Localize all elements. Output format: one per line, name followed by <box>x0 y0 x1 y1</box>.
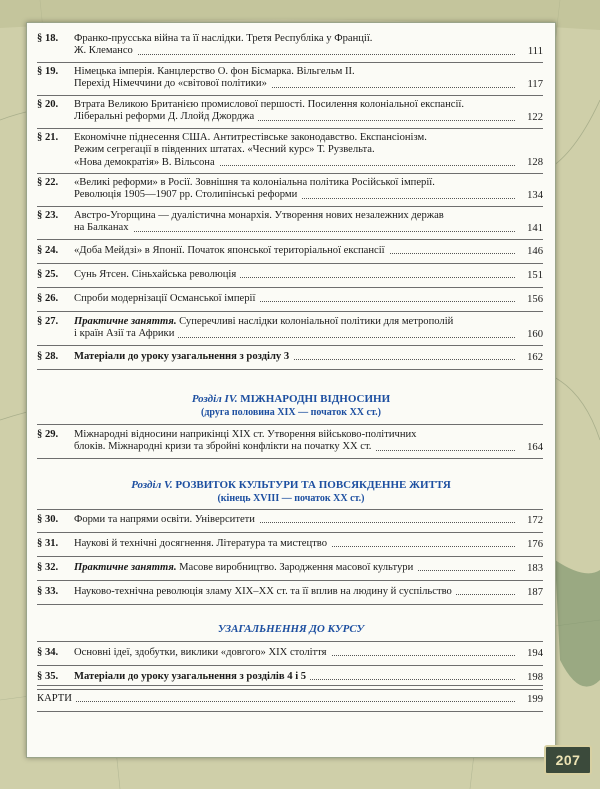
entry-title-line: Перехід Німеччини до «світової політики» <box>74 78 271 89</box>
entry-title-line: Матеріали до уроку узагальнення з розділів 4 і 5 <box>74 671 310 682</box>
section-title: МІЖНАРОДНІ ВІДНОСИНИ <box>237 393 391 405</box>
entry-divider <box>37 532 543 533</box>
entry-divider <box>37 311 543 312</box>
page-number-badge <box>544 745 592 775</box>
entry-title-line: Матеріали до уроку узагальнення з розділу 3 <box>74 351 293 362</box>
entry-number: § 32. <box>37 562 59 573</box>
entry-page: 128 <box>524 157 543 169</box>
toc-entry-maps[interactable] <box>37 693 543 706</box>
entry-divider <box>37 263 543 264</box>
entry-title-line: Революція 1905—1907 рр. Столипінські реформи <box>74 189 301 200</box>
entry-title-line: Форми та напрями освіти. Університети <box>74 514 259 525</box>
section-title: УЗАГАЛЬНЕННЯ ДО КУРСУ <box>217 623 365 635</box>
section-heading <box>27 393 555 406</box>
entry-number: § 24. <box>37 245 59 256</box>
entry-title-line: Втрата Великою Британією промислової першості. Посилення колоніальної експансії. <box>74 99 465 110</box>
entry-number: § 33. <box>37 586 59 597</box>
practical-lesson-label: Практичне заняття. <box>74 316 177 327</box>
toc-entry[interactable] <box>37 99 543 124</box>
entry-divider <box>37 711 543 712</box>
entry-divider <box>37 604 543 605</box>
entry-title-line: Ліберальні реформи Д. Ллойд Джорджа <box>74 111 258 122</box>
entry-page: 117 <box>525 79 544 91</box>
entry-title-line: Німецька імперія. Канцлерство О. фон Бісмарка. Вільгельм II. <box>74 66 355 77</box>
entry-page: 162 <box>524 352 543 364</box>
entry-page: 156 <box>524 294 543 306</box>
section-label: Розділ V. <box>131 479 173 491</box>
practical-lesson-label: Практичне заняття. <box>74 562 177 573</box>
entry-number: § 19. <box>37 66 59 77</box>
section-subtitle: (друга половина XIX — початок XX ст.) <box>201 407 381 418</box>
table-of-contents-panel <box>26 22 556 758</box>
entry-title-line: Франко-прусська війна та її наслідки. Третя Республіка у Франції. <box>74 33 373 44</box>
entry-number: § 34. <box>37 647 59 658</box>
toc-entry[interactable] <box>37 316 543 341</box>
entry-number: § 25. <box>37 269 59 280</box>
toc-entry[interactable] <box>37 647 543 660</box>
entry-title-line: Сунь Ятсен. Сіньхайська революція <box>74 269 240 280</box>
entry-divider <box>37 206 543 207</box>
toc-entry[interactable] <box>37 514 543 527</box>
entry-page: 176 <box>524 539 543 551</box>
entry-title-line: «Нова демократія» В. Вільсона <box>74 157 219 168</box>
maps-label: КАРТИ <box>37 693 76 704</box>
toc-entry[interactable] <box>37 351 543 364</box>
entry-title-line: Австро-Угорщина — дуалістична монархія. Утворення нових незалежних держав <box>74 210 444 221</box>
entry-number: § 31. <box>37 538 59 549</box>
entry-page: 172 <box>524 515 543 527</box>
toc-entry[interactable] <box>37 293 543 306</box>
entry-title-line: Режим сегрегації в південних штатах. «Чесний курс» Т. Рузвельта. <box>74 144 375 156</box>
entry-divider <box>37 424 543 425</box>
toc-entry[interactable] <box>37 66 543 91</box>
entry-page: 111 <box>525 46 543 58</box>
entry-number: § 23. <box>37 210 59 221</box>
entry-page: 199 <box>524 694 543 706</box>
entry-divider <box>37 62 543 63</box>
toc-entry[interactable] <box>37 33 543 58</box>
entry-page: 151 <box>524 270 543 282</box>
entry-number: § 35. <box>37 671 59 682</box>
entry-title-line: Економічне піднесення США. Антитрестівське законодавство. Експансіонізм. <box>74 132 427 143</box>
entry-number: § 18. <box>37 33 59 44</box>
entry-page: 187 <box>524 587 543 599</box>
entry-number: § 21. <box>37 132 59 143</box>
entry-divider <box>37 239 543 240</box>
entry-divider <box>37 95 543 96</box>
entry-divider <box>37 641 543 642</box>
page-number: 207 <box>555 752 581 768</box>
toc-entry[interactable] <box>37 562 543 575</box>
entry-page: 183 <box>524 563 543 575</box>
entry-page: 160 <box>524 329 543 341</box>
section-heading <box>27 623 555 636</box>
entry-title-line: Ж. Клемансо <box>74 45 137 56</box>
entry-title-line: Суперечливі наслідки колоніальної політики для метрополій <box>176 316 454 327</box>
entry-page: 141 <box>524 223 543 235</box>
toc-entry[interactable] <box>37 671 543 684</box>
entry-number: § 28. <box>37 351 59 362</box>
toc-entry[interactable] <box>37 586 543 599</box>
entry-number: § 27. <box>37 316 59 327</box>
entry-page: 198 <box>524 672 543 684</box>
entry-number: § 20. <box>37 99 59 110</box>
entry-title-line: Наукові й технічні досягнення. Література та мистецтво <box>74 538 331 549</box>
toc-entry[interactable] <box>37 210 543 235</box>
toc-entry[interactable] <box>37 132 543 169</box>
entry-divider <box>37 689 543 690</box>
entry-divider <box>37 509 543 510</box>
entry-title-line: і країн Азії та Африки <box>74 328 178 339</box>
entry-page: 134 <box>524 190 543 202</box>
entry-divider <box>37 580 543 581</box>
entry-divider <box>37 458 543 459</box>
entry-divider <box>37 173 543 174</box>
entry-title-line: Масове виробництво. Зародження масової культури <box>176 562 414 573</box>
toc-entry[interactable] <box>37 177 543 202</box>
entry-number: § 30. <box>37 514 59 525</box>
entry-title-line: на Балканах <box>74 222 133 233</box>
section-title: РОЗВИТОК КУЛЬТУРИ ТА ПОВСЯКДЕННЕ ЖИТТЯ <box>172 479 451 491</box>
entry-divider <box>37 345 543 346</box>
entry-divider <box>37 287 543 288</box>
section-subtitle: (кінець XVIII — початок XX ст.) <box>217 493 365 504</box>
section-heading <box>27 479 555 492</box>
toc-entry[interactable] <box>37 429 543 454</box>
entry-title-line: Міжнародні відносини наприкінці XIX ст. Утворення військово-політичних <box>74 429 417 440</box>
entry-divider <box>37 128 543 129</box>
toc-entry[interactable] <box>37 269 543 282</box>
entry-title-line: «Доба Мейдзі» в Японії. Початок японської територіальної експансії <box>74 245 389 256</box>
entry-number: § 29. <box>37 429 59 440</box>
entry-title-line: «Великі реформи» в Росії. Зовнішня та колоніальна політика Російської імперії. <box>74 177 435 188</box>
toc-entry[interactable] <box>37 538 543 551</box>
entry-divider <box>37 556 543 557</box>
entry-divider <box>37 665 543 666</box>
entry-title-line: блоків. Міжнародні кризи та збройні конфлікти на початку XX ст. <box>74 441 375 452</box>
toc-entry[interactable] <box>37 245 543 258</box>
entry-number: § 26. <box>37 293 59 304</box>
entry-divider <box>37 685 543 686</box>
section-label: Розділ IV. <box>191 393 238 405</box>
entry-title-line: Основні ідеї, здобутки, виклики «довгого» XIX століття <box>74 647 331 658</box>
entry-title-line: Спроби модернізації Османської імперії <box>74 293 259 304</box>
entry-page: 122 <box>524 112 543 124</box>
entry-divider <box>37 369 543 370</box>
entry-page: 164 <box>524 442 543 454</box>
entry-title-line: Науково-технічна революція зламу XIX–XX ст. та її вплив на людину й суспільство <box>74 586 456 597</box>
entry-number: § 22. <box>37 177 59 188</box>
entry-page: 194 <box>524 648 543 660</box>
entry-page: 146 <box>524 246 543 258</box>
